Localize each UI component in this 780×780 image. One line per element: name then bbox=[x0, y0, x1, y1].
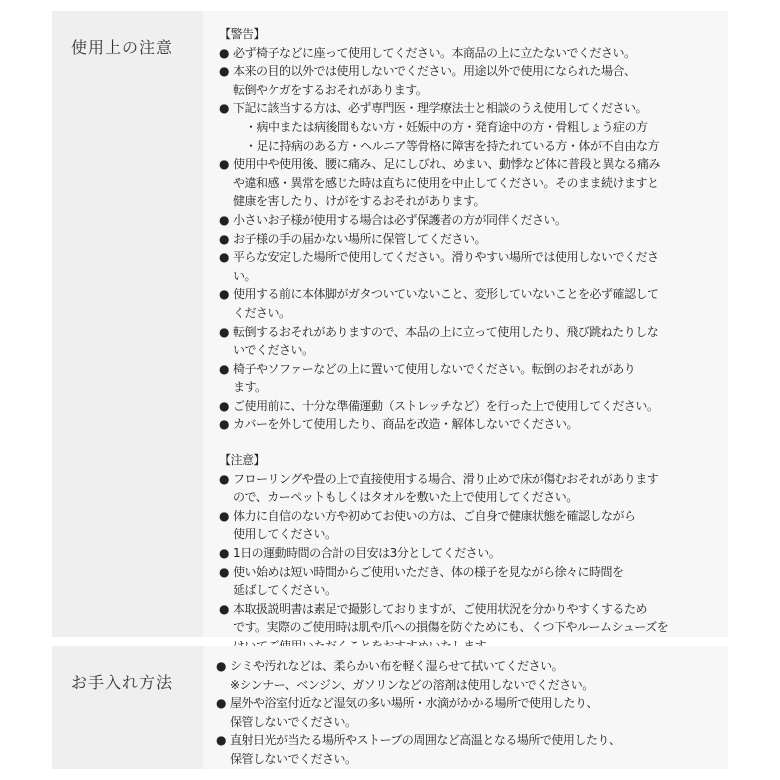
bullet-icon: ● bbox=[219, 398, 229, 413]
bullet-icon: ● bbox=[216, 696, 226, 711]
item-text-line: ご使用前に、十分な準備運動（ストレッチなど）を行った上で使用してください。 bbox=[233, 398, 659, 413]
bullet-icon: ● bbox=[219, 361, 229, 376]
care-method-section bbox=[52, 646, 728, 769]
bullet-icon: ● bbox=[219, 564, 229, 579]
item-text-line: 使用中や使用後、腰に痛み、足にしびれ、めまい、動悸など体に普段と異なる痛み bbox=[233, 157, 660, 172]
item-text-line: 小さいお子様が使用する場合は必ず保護者の方が同伴ください。 bbox=[233, 212, 567, 227]
item-text-line: ので、カーペットもしくはタオルを敷いた上で使用してください。 bbox=[233, 490, 578, 505]
bullet-icon: ● bbox=[219, 601, 229, 616]
item-text-line: 1日の運動時間の合計の目安は3分としてください。 bbox=[233, 546, 501, 561]
item-text-line: お子様の手の届かない場所に保管してください。 bbox=[233, 231, 487, 246]
item-text-line: 使用する前に本体脚がガタついていないこと、変形していないことを必ず確認して bbox=[233, 287, 659, 302]
section-body bbox=[203, 11, 728, 637]
section-label: 使用上の注意 bbox=[52, 11, 203, 637]
list-item bbox=[219, 415, 728, 434]
group-heading: 【警告】 bbox=[219, 27, 266, 41]
bullet-icon: ● bbox=[219, 546, 229, 561]
item-text-line: 必ず椅子などに座って使用してください。本商品の上に立たないでください。 bbox=[233, 45, 636, 60]
list-item bbox=[219, 230, 728, 249]
item-text-line: い。 bbox=[233, 268, 257, 283]
item-text-line: シミや汚れなどは、柔らかい布を軽く湿らせて拭いてください。 bbox=[230, 659, 564, 673]
item-text-line: 本来の目的以外では使用しないでください。用途以外で使用になられた場合、 bbox=[233, 64, 636, 79]
item-text-line: 下記に該当する方は、必ず専門医・理学療法士と相談のうえ使用してください。 bbox=[233, 101, 648, 116]
bullet-icon: ● bbox=[219, 101, 229, 116]
list-item bbox=[219, 155, 728, 211]
item-text-line: カバーを外して使用したり、商品を改造・解体しないでください。 bbox=[233, 417, 579, 432]
item-text-line: 体力に自信のない方や初めてお使いの方は、ご自身で健康状態を確認しながら bbox=[233, 508, 636, 523]
bullet-icon: ● bbox=[219, 212, 229, 227]
item-text-line: 転倒するおそれがありますので、本品の上に立って使用したり、飛び跳ねたりしな bbox=[233, 324, 659, 339]
item-text-line: です。実際のご使用時は肌や爪への損傷を防ぐためにも、くつ下やルームシューズを bbox=[233, 620, 669, 635]
bullet-icon: ● bbox=[219, 157, 229, 172]
item-text-line: 使用してください。 bbox=[233, 527, 337, 542]
sub-item-line: ・足に持病のある方・ヘルニア等骨格に障害を持たれている方・体が不自由な方 bbox=[245, 138, 660, 153]
list-item bbox=[219, 397, 728, 416]
list-item bbox=[219, 470, 728, 507]
list-item bbox=[216, 657, 728, 676]
list-item bbox=[219, 211, 728, 230]
item-text-line: 本取扱説明書は素足で撮影しておりますが、ご使用状況を分かりやすくするため bbox=[233, 601, 648, 616]
note-line: ※シンナー、ベンジン、ガソリンなどの溶剤は使用しないでください。 bbox=[230, 677, 594, 692]
item-text-line: ください。 bbox=[233, 305, 291, 320]
item-text-line: いでください。 bbox=[233, 343, 314, 358]
section-label: お手入れ方法 bbox=[52, 646, 203, 769]
item-text-line: 転倒やケガをするおそれがあります。 bbox=[233, 82, 428, 97]
list-item bbox=[216, 731, 728, 768]
bullet-icon: ● bbox=[219, 471, 229, 486]
section-body bbox=[203, 646, 728, 769]
group-spacer bbox=[219, 434, 728, 451]
list-item bbox=[219, 44, 728, 63]
item-text-line: 健康を害したり、けがをするおそれがあります。 bbox=[233, 194, 486, 209]
list-item bbox=[219, 99, 728, 155]
bullet-icon: ● bbox=[216, 733, 226, 748]
item-text-line: 直射日光が当たる場所やストーブの周囲など高温となる場所で使用したり、 bbox=[230, 733, 621, 748]
item-text-line: 椅子やソファーなどの上に置いて使用しないでください。転倒のおそれがあり bbox=[233, 361, 636, 376]
list-item bbox=[219, 360, 728, 397]
list-item bbox=[219, 507, 728, 544]
item-text-line: 平らな安定した場所で使用してください。滑りやすい場所では使用しないでくださ bbox=[233, 250, 659, 265]
list-item bbox=[219, 323, 728, 360]
bullet-icon: ● bbox=[219, 417, 229, 432]
item-text-line: ます。 bbox=[233, 380, 267, 395]
list-item bbox=[219, 62, 728, 99]
group-heading: 【注意】 bbox=[219, 453, 266, 468]
list-item bbox=[219, 544, 728, 563]
item-text-line: 延ばしてください。 bbox=[233, 583, 337, 598]
list-item bbox=[219, 285, 728, 322]
bullet-icon: ● bbox=[219, 287, 229, 302]
bullet-icon: ● bbox=[219, 324, 229, 339]
usage-precautions-section bbox=[52, 11, 728, 637]
bullet-icon: ● bbox=[219, 231, 229, 246]
item-text-line: フローリングや畳の上で直接使用する場合、滑り止めで床が傷むおそれがあります bbox=[233, 471, 659, 486]
bullet-icon: ● bbox=[219, 64, 229, 79]
list-item bbox=[219, 248, 728, 285]
item-text-line: 屋外や浴室付近など湿気の多い場所・水滴がかかる場所で使用したり、 bbox=[230, 696, 599, 711]
item-text-line: 使い始めは短い時間からご使用いただき、体の様子を見ながら徐々に時間を bbox=[233, 564, 624, 579]
list-item bbox=[219, 563, 728, 600]
bullet-icon: ● bbox=[216, 659, 226, 673]
item-text-line: 保管しないでください。 bbox=[230, 714, 357, 729]
sub-item-line: ・病中または病後間もない方・妊娠中の方・発育途中の方・骨粗しょう症の方 bbox=[245, 119, 648, 134]
list-item bbox=[216, 694, 728, 731]
bullet-icon: ● bbox=[219, 250, 229, 265]
item-text-line: 保管しないでください。 bbox=[230, 751, 357, 766]
bullet-icon: ● bbox=[219, 45, 229, 60]
bullet-icon: ● bbox=[219, 508, 229, 523]
item-text-line: や違和感・異常を感じた時は直ちに使用を中止してください。そのまま続けますと bbox=[233, 175, 659, 190]
